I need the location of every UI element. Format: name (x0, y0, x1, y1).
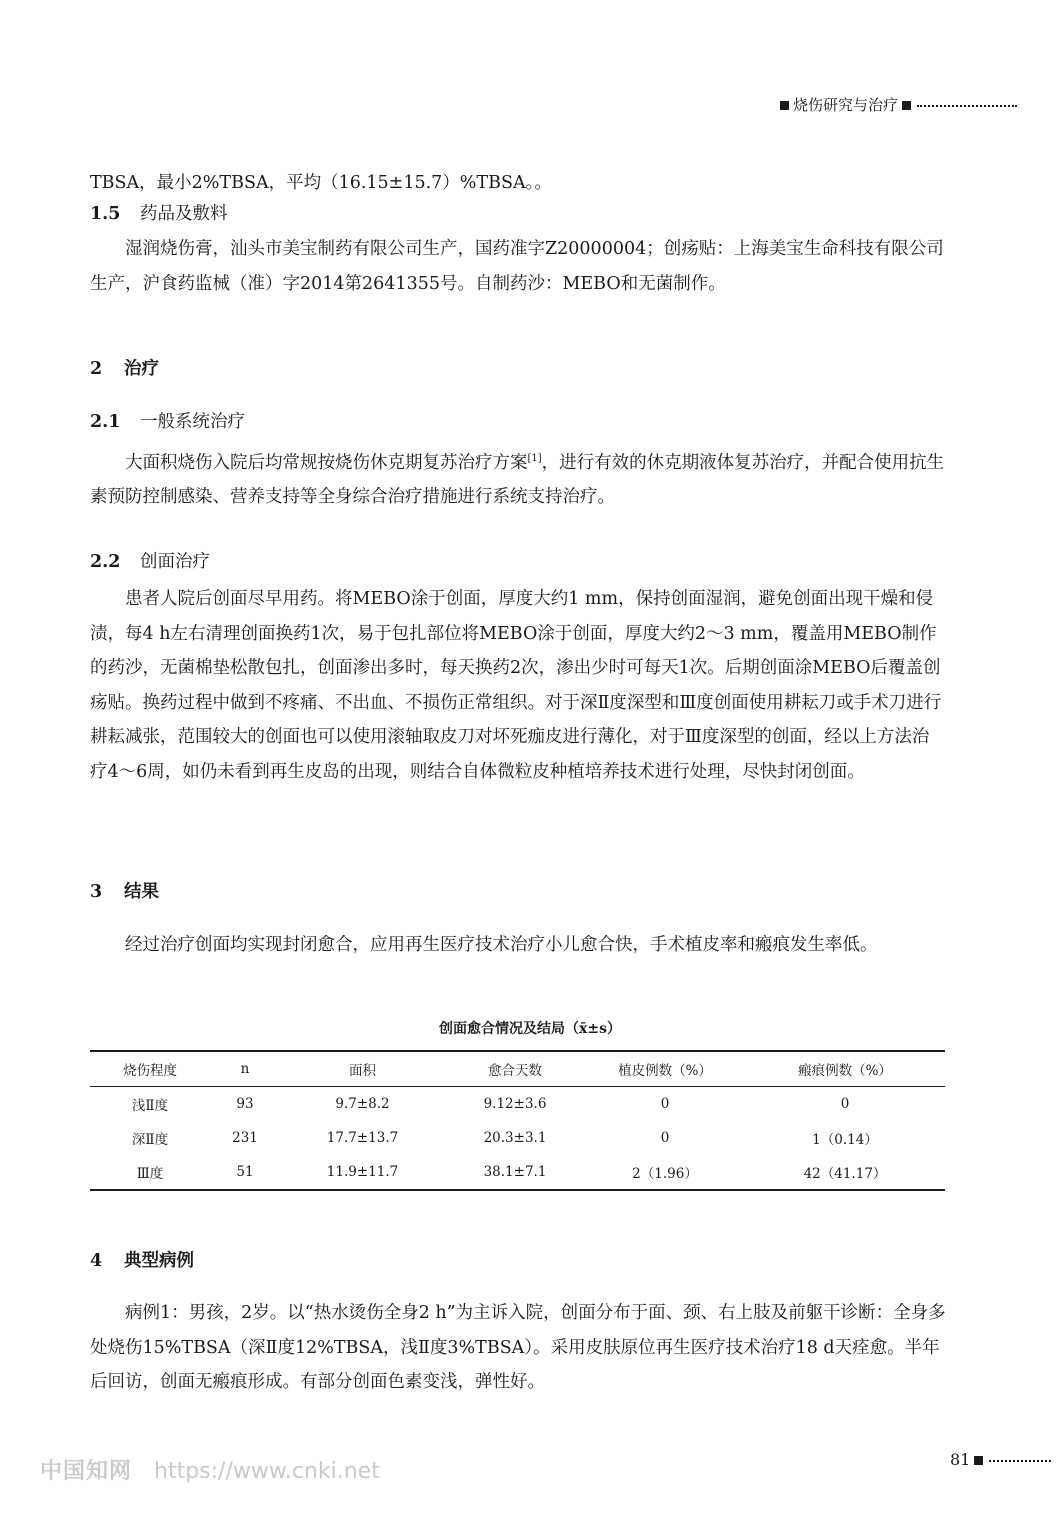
table-cell: 浅Ⅱ度 (131, 1098, 169, 1114)
table-cell: 93 (236, 1096, 254, 1112)
paragraph-tbsa-continuation: TBSA，最小2%TBSA，平均（16.15±15.7）%TBSA。。 (90, 173, 552, 193)
table-cell: 2（1.96） (632, 1166, 698, 1182)
running-header (776, 94, 1052, 118)
paragraph-system-treatment: 大面积烧伤入院后均常规按烧伤休克期复苏治疗方案[1]，进行有效的休克期液体复苏治疗，并配合使用抗生素预防控制感染、营养支持等全身综合治疗措施进行系统支持治疗。 (90, 452, 945, 508)
table-cell: 0 (840, 1096, 850, 1112)
table-cell: 9.12±3.6 (483, 1096, 547, 1112)
citation-ref: [1] (527, 453, 542, 464)
table-cell: 231 (232, 1130, 258, 1146)
section-heading-2-2: 2.2 创面治疗 (90, 552, 210, 572)
page-number: 81 (950, 1450, 971, 1469)
results-table (90, 1050, 945, 1191)
table-row (90, 1087, 945, 1122)
table-cell: 51 (236, 1164, 254, 1180)
paragraph-results: 经过治疗创面均实现封闭愈合，应用再生医疗技术治疗小儿愈合快，手术植皮率和瘢痕发生率低。 (125, 935, 878, 955)
paragraph-case-1: 病例1：男孩，2岁。以“热水烫伤全身2 h”为主诉入院，创面分布于面、颈、右上肢及前躯干诊断：全身多处烧伤15%TBSA（深Ⅱ度12%TBSA，浅Ⅱ度3%TBSA）。采用皮肤原位再生医疗技术治疗18 d天痊愈。半年后回访，创面无瘢痕形成。有部分创面色素变浅，弹性好。 (90, 1303, 946, 1392)
section-heading-4: 4 典型病例 (90, 1251, 194, 1271)
square-bullet-icon (902, 101, 911, 110)
column-header: 面积 (349, 1063, 376, 1079)
column-header: 植皮例数（%） (618, 1063, 712, 1079)
table-cell: 0 (660, 1096, 670, 1112)
watermark-url: https://www.cnki.net (154, 1459, 380, 1484)
square-bullet-icon (974, 1456, 983, 1465)
column-header: n (240, 1061, 250, 1077)
dotted-leader (917, 105, 1017, 107)
table-cell: 11.9±11.7 (326, 1164, 399, 1180)
square-bullet-icon (780, 101, 789, 110)
table-cell: Ⅲ度 (136, 1166, 164, 1182)
paragraph-drugs: 湿润烧伤膏，汕头市美宝制药有限公司生产，国药准字Z20000004；创疡贴：上海美宝生命科技有限公司生产，沪食药监械（准）字2014第2641355号。自制药沙：MEBO和无菌制作。 (90, 239, 944, 294)
section-heading-1-5: 1.5 药品及敷料 (90, 204, 228, 224)
column-header: 烧伤程度 (123, 1063, 177, 1079)
section-heading-2-1: 2.1 一般系统治疗 (90, 412, 245, 432)
cnki-watermark (40, 1454, 380, 1485)
table-cell: 20.3±3.1 (483, 1130, 547, 1146)
table-cell: 38.1±7.1 (483, 1164, 547, 1180)
table-cell: 42（41.17） (803, 1166, 887, 1182)
paragraph-wound-treatment: 患者人院后创面尽早用药。将MEBO涂于创面，厚度大约1 mm，保持创面湿润，避免创面出现干燥和侵渍，每4 h左右清理创面换药1次，易于包扎部位将MEBO涂于创面，厚度大约2～3 mm，覆盖用MEBO制作的药沙，无菌棉垫松散包扎，创面渗出多时，每天换药2次，渗出少时可每天1次。后期创面涂MEBO后覆盖创疡贴。换药过程中做到不疼痛、不出血、不损伤正常组织。对于深Ⅱ度深型和Ⅲ度创面使用耕耘刀或手术刀进行耕耘减张，范围较大的创面也可以使用滚轴取皮刀对坏死痂皮进行薄化，对于Ⅲ度深型的创面，经以上方法治疗4～6周，如仍未看到再生皮岛的出现，则结合自体微粒皮种植培养技术进行处理，尽快封闭创面。 (90, 589, 942, 782)
table-cell: 深Ⅱ度 (131, 1132, 169, 1148)
table-row (90, 1121, 945, 1155)
column-header: 瘢痕例数（%） (798, 1063, 892, 1079)
watermark-brand: 中国知网 (40, 1459, 133, 1484)
section-heading-2: 2 治疗 (90, 359, 159, 379)
dotted-leader (989, 1460, 1051, 1462)
section-heading-3: 3 结果 (90, 882, 159, 902)
table-title: 创面愈合情况及结局（x̄±s） (439, 1021, 621, 1037)
table-cell: 1（0.14） (812, 1132, 878, 1148)
table-row (90, 1155, 945, 1190)
table-cell: 9.7±8.2 (335, 1096, 390, 1112)
table-cell: 17.7±13.7 (326, 1130, 399, 1146)
running-header-title: 烧伤研究与治疗 (793, 96, 899, 114)
table-header-row (90, 1051, 945, 1087)
table-cell: 0 (660, 1130, 670, 1146)
column-header: 愈合天数 (488, 1063, 542, 1079)
page-number-block (950, 1450, 1051, 1469)
